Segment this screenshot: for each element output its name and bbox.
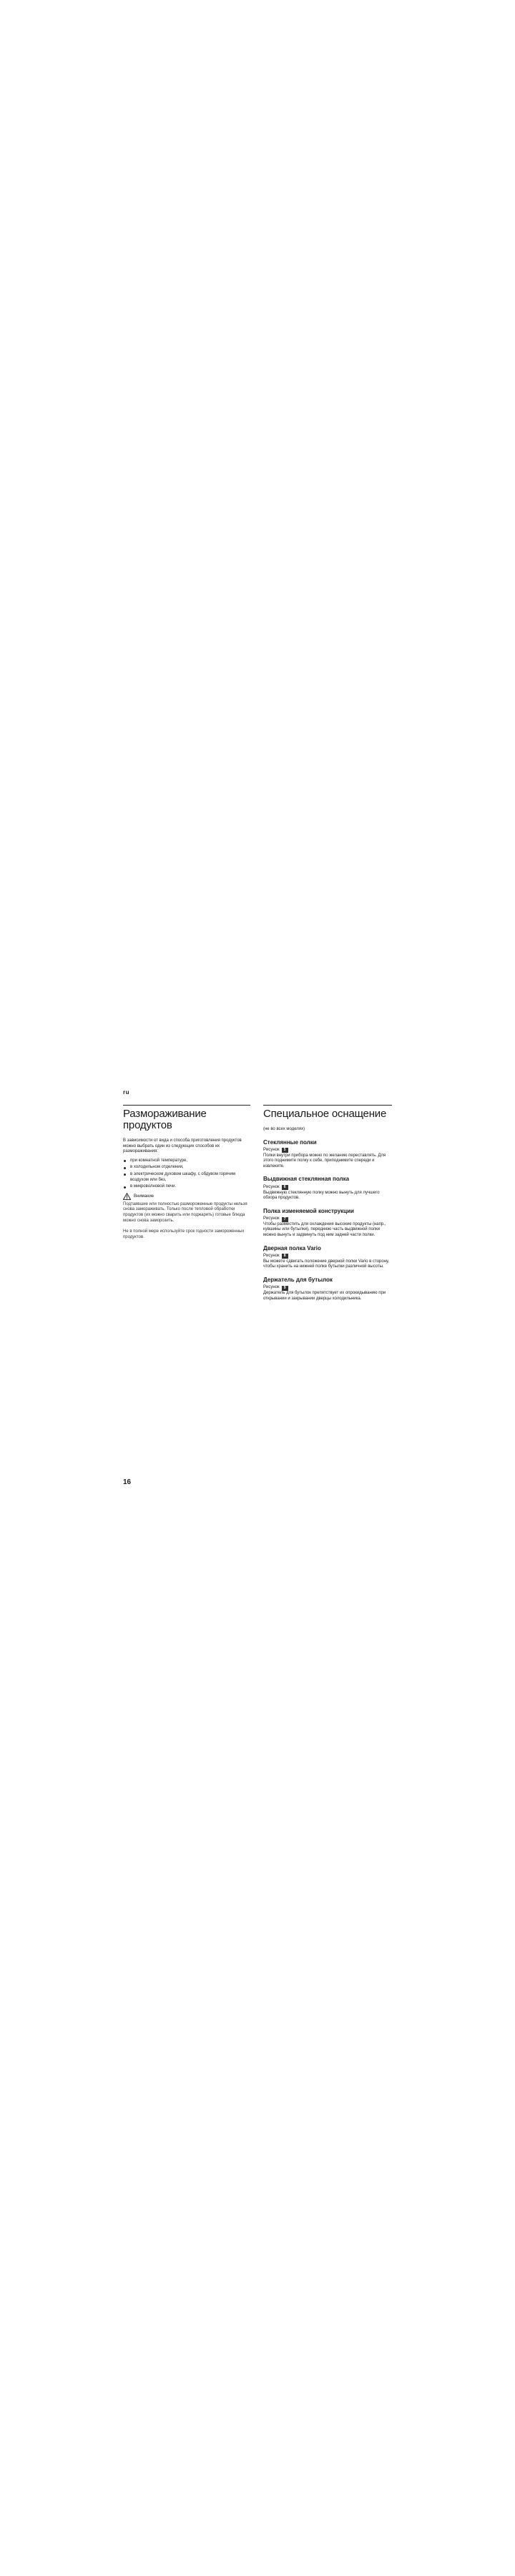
- bullet-icon: [124, 1186, 126, 1189]
- special-equipment-title: Специальное оснащение: [263, 1108, 387, 1120]
- section-variable-shelf: [263, 1208, 392, 1239]
- defrosting-title: Размораживание продуктов: [123, 1108, 207, 1131]
- section-text: Держатель для бутылок препятствует их опрокидыванию при открывании и закрывании дверцы холодильника.: [263, 1291, 386, 1301]
- defrosting-methods-list: [123, 1158, 250, 1190]
- warning-text-2: Не в полной мере используйте срок годности замороженных продуктов.: [123, 1229, 245, 1239]
- special-equipment-subtitle: (не во всех моделях): [263, 1127, 305, 1131]
- figure-reference: Рисунок 5: [263, 1148, 392, 1153]
- bullet-icon: [124, 1160, 126, 1162]
- section-bottle-holder: [263, 1277, 392, 1302]
- figure-number-badge: 9: [282, 1286, 288, 1291]
- list-item: в микроволновой печи.: [123, 1184, 250, 1190]
- defrosting-intro: В зависимости от вида и способа приготовления продуктов можно выбрать один из следующих способов их размораживания:: [123, 1138, 242, 1154]
- left-section-rule: [123, 1105, 250, 1106]
- figure-number-badge: 5: [282, 1148, 288, 1153]
- section-glass-shelves: [263, 1139, 392, 1170]
- section-vario-door-shelf: [263, 1245, 392, 1270]
- list-item: в холодильном отделении,: [123, 1165, 250, 1171]
- figure-reference: Рисунок 6: [263, 1185, 392, 1191]
- section-pullout-shelf: [263, 1176, 392, 1201]
- figure-reference: Рисунок 8: [263, 1254, 392, 1259]
- warning-triangle-icon: [123, 1193, 131, 1200]
- list-item: в электрическом духовом шкафу, с обдувом горячим воздухом или без,: [123, 1172, 250, 1183]
- bullet-icon: [124, 1167, 126, 1169]
- section-heading: Полка изменяемой конструкции: [263, 1207, 354, 1214]
- bullet-icon: [124, 1174, 126, 1176]
- figure-reference: Рисунок 7: [263, 1216, 392, 1222]
- section-heading: Стеклянные полки: [263, 1138, 317, 1146]
- right-column: [263, 1105, 392, 1305]
- warning-label: Внимание: [134, 1194, 154, 1199]
- section-heading: Выдвижная стеклянная полка: [263, 1176, 350, 1183]
- list-item: при комнатной температуре,: [123, 1158, 250, 1164]
- warning-header: [123, 1193, 250, 1200]
- section-heading: Дверная полка Vario: [263, 1244, 321, 1252]
- figure-number-badge: 7: [282, 1217, 288, 1222]
- figure-reference: Рисунок 9: [263, 1285, 392, 1291]
- section-text: Чтобы разместить для охлаждения высокие продукты (напр., кувшины или бутылки), переднюю часть выдвижной полки можно вынуть и задвинуть под ним задней части полки.: [263, 1221, 386, 1238]
- figure-number-badge: 8: [282, 1254, 288, 1259]
- left-column: [123, 1105, 250, 1246]
- right-section-rule: [263, 1105, 392, 1106]
- section-heading: Держатель для бутылок: [263, 1276, 333, 1283]
- figure-number-badge: 6: [282, 1185, 288, 1190]
- section-text: Выдвижную стеклянную полку можно вынуть для лучшего обзора продуктов.: [263, 1190, 380, 1201]
- language-tag: ru: [123, 1089, 129, 1096]
- section-text: Вы можете сдвигать положение дверной полки Vario в сторону, чтобы хранить на нижней полке бутылки различной высоты.: [263, 1259, 390, 1269]
- section-text: Полки внутри прибора можно по желанию переставлять. Для этого поднимите полку к себе, приподнимите спереди и извлеките.: [263, 1153, 386, 1169]
- warning-text: Подтаявшие или полностью размороженные продукты нельзя снова замораживать. Только после тепловой обработки продуктов (их можно сварить или поджарить) готовые блюда можно снова заморозить.: [123, 1201, 247, 1223]
- page-number: 16: [123, 1478, 132, 1486]
